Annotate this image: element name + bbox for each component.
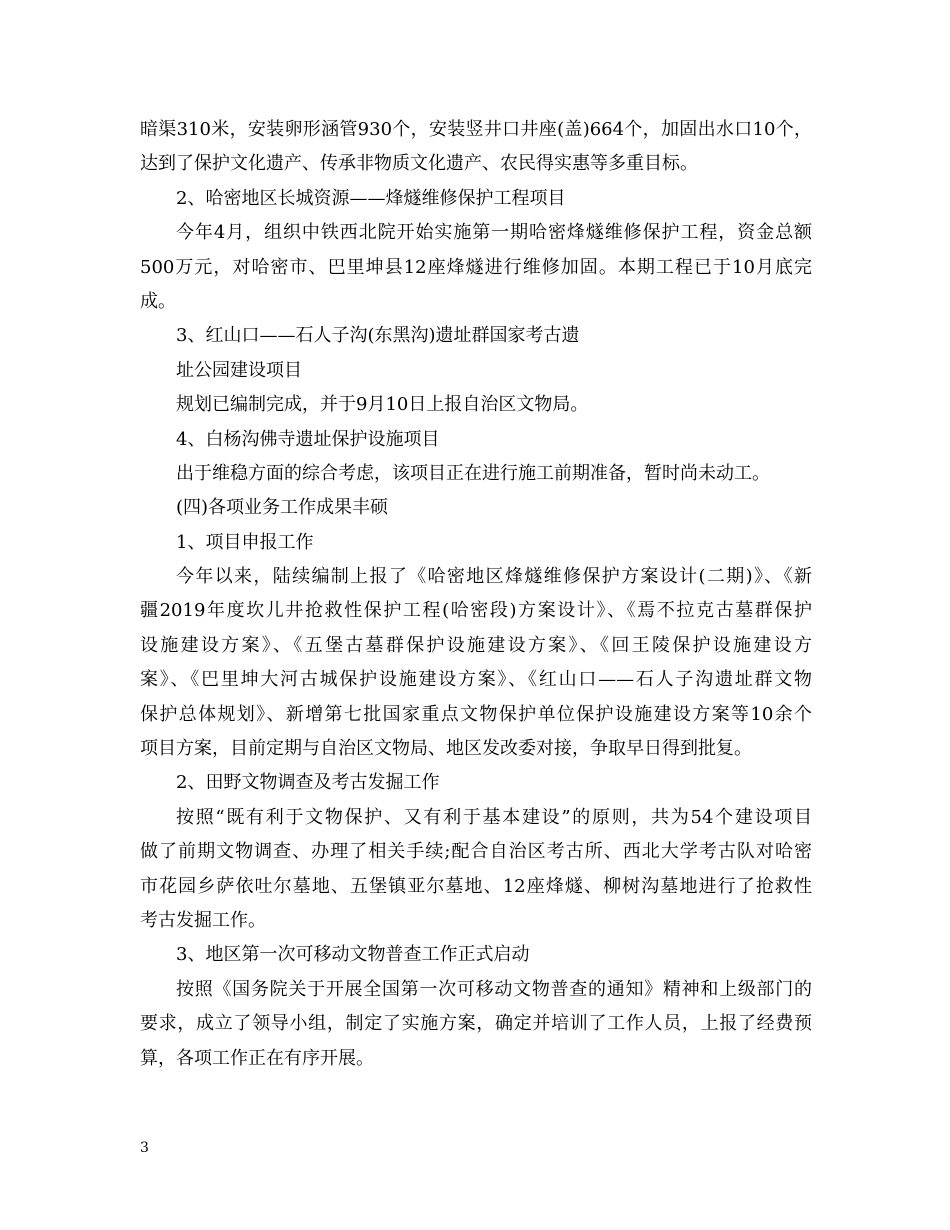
- text-line: 成。: [140, 290, 176, 312]
- text-line: 2、哈密地区长城资源——烽燧维修保护工程项目: [176, 187, 566, 209]
- text-line: 按照《国务院关于开展全国第一次可移动文物普查的通知》精神和上级部门的: [176, 978, 812, 1000]
- text-line: 规划已编制完成，并于9月10日上报自治区文物局。: [176, 394, 589, 416]
- text-line: 要求，成立了领导小组，制定了实施方案，确定并培训了工作人员，上报了经费预: [140, 1013, 812, 1035]
- page-number: 3: [140, 1140, 149, 1156]
- document-body: [140, 113, 812, 1076]
- text-line: 疆2019年度坎儿井抢救性保护工程(哈密段)方案设计》、《焉不拉克古墓群保护: [140, 600, 812, 622]
- text-line: 今年以来，陆续编制上报了《哈密地区烽燧维修保护方案设计(二期)》、《新: [176, 566, 812, 588]
- text-line: 3、地区第一次可移动文物普查工作正式启动: [176, 944, 530, 966]
- text-line: 市花园乡萨依吐尔墓地、五堡镇亚尔墓地、12座烽燧、柳树沟墓地进行了抢救性: [140, 875, 812, 897]
- text-line: 算，各项工作正在有序开展。: [140, 1047, 374, 1069]
- text-line: 址公园建设项目: [176, 359, 302, 381]
- text-line: 暗渠310米，安装卵形涵管930个，安装竖井口井座(盖)664个，加固出水口10个，: [140, 119, 812, 140]
- text-line: 今年4月，组织中铁西北院开始实施第一期哈密烽燧维修保护工程，资金总额: [176, 222, 812, 244]
- text-line: 出于维稳方面的综合考虑，该项目正在进行施工前期准备，暂时尚未动工。: [176, 462, 770, 484]
- text-line: 设施建设方案》、《五堡古墓群保护设施建设方案》、《回王陵保护设施建设方: [140, 634, 812, 656]
- text-line: 考古发掘工作。: [140, 909, 266, 931]
- text-line: 按照“既有利于文物保护、又有利于基本建设”的原则，共为54个建设项目: [176, 806, 812, 828]
- text-line: 3、红山口——石人子沟(东黑沟)遗址群国家考古遗: [176, 325, 580, 347]
- text-line: 4、白杨沟佛寺遗址保护设施项目: [176, 428, 440, 450]
- text-line: 2、田野文物调查及考古发掘工作: [176, 772, 440, 794]
- text-line: 案》、《巴里坤大河古城保护设施建设方案》、《红山口——石人子沟遗址群文物: [140, 669, 812, 691]
- text-line: 500万元，对哈密市、巴里坤县12座烽燧进行维修加固。本期工程已于10月底完: [140, 256, 812, 278]
- text-line: (四)各项业务工作成果丰硕: [176, 497, 389, 519]
- text-line: 项目方案，目前定期与自治区文物局、地区发改委对接，争取早日得到批复。: [140, 738, 752, 760]
- text-line: 保护总体规划》、新增第七批国家重点文物保护单位保护设施建设方案等10余个: [140, 703, 812, 725]
- text-line: 做了前期文物调查、办理了相关手续;配合自治区考古所、西北大学考古队对哈密: [140, 841, 812, 863]
- text-line: 1、项目申报工作: [176, 531, 314, 553]
- text-line: 达到了保护文化遗产、传承非物质文化遗产、农民得实惠等多重目标。: [140, 153, 698, 175]
